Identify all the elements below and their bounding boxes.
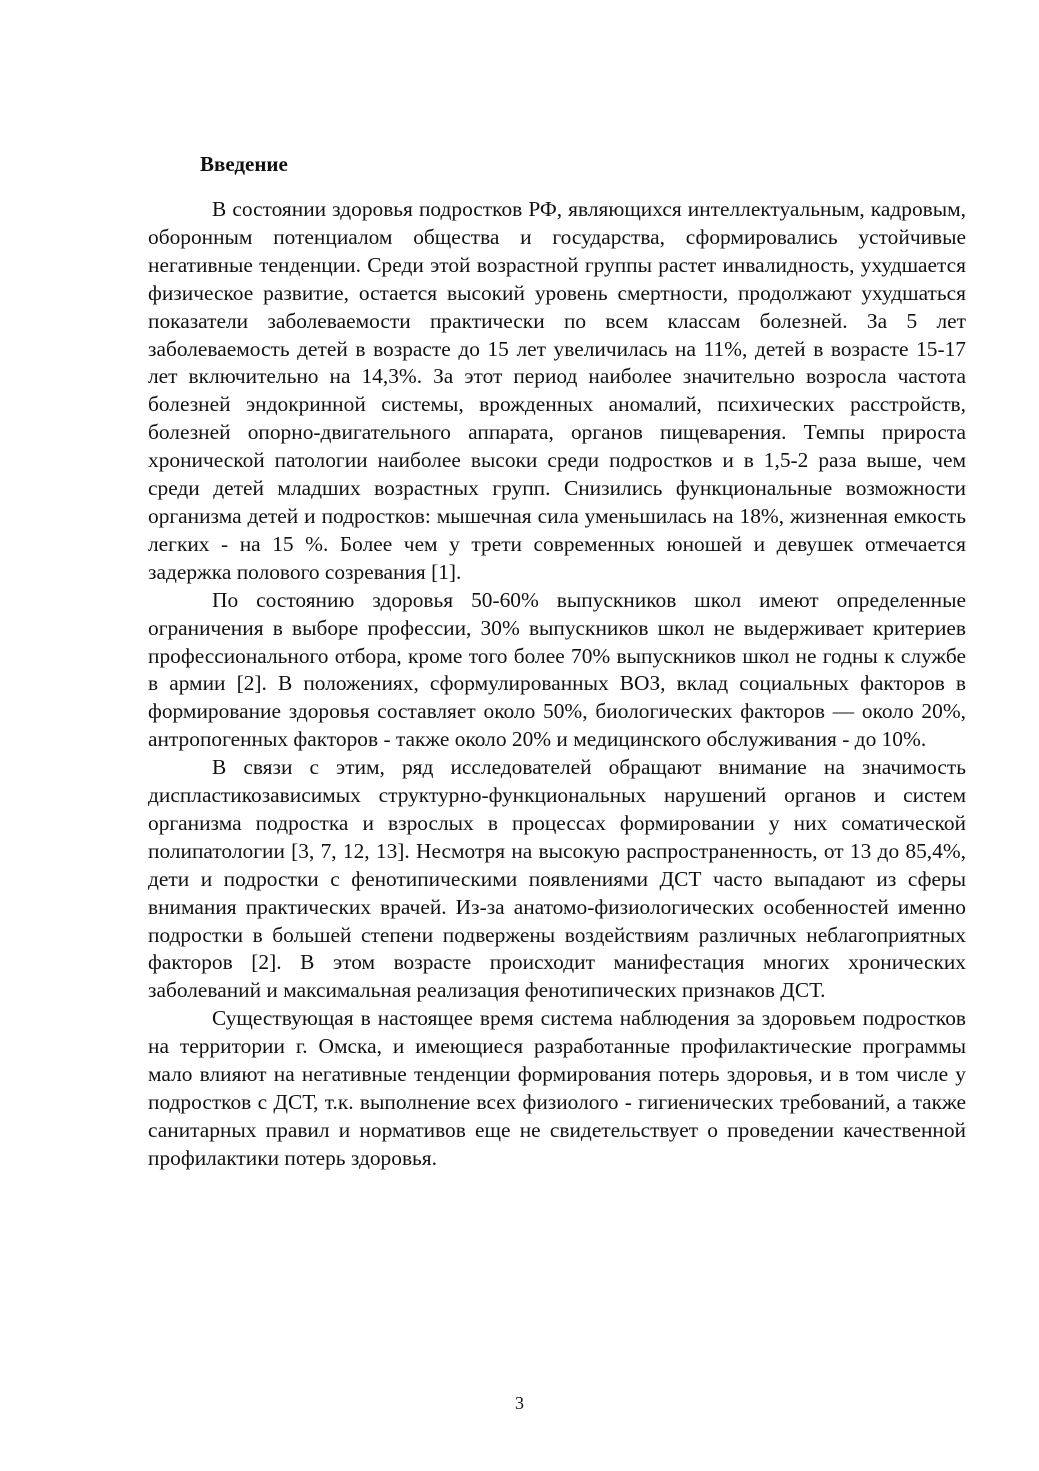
paragraph-4: Существующая в настоящее время система наблюдения за здоровьем подростков на территории г. Омска, и имеющиеся разработанные профилактические программы мало влияют на негативные тенденции формирования потерь здоровья, и в том числе у подростков с ДСТ, т.к. выполнение всех физиолого - гигиенических требований, а также санитарных правил и нормативов еще не свидетельствует о проведении качественной профилактики потерь здоровья. xyxy=(148,1006,966,1170)
page-number: 3 xyxy=(515,1393,524,1413)
body-text xyxy=(148,196,966,1173)
paragraph-3: В связи с этим, ряд исследователей обращают внимание на значимость диспластикозависимых структурно-функциональных нарушений органов и систем организма подростка и взрослых в процессах формировании у них соматической полипатологии [3, 7, 12, 13]. Несмотря на высокую распространенность, от 13 до 85,4%, дети и подростки с фенотипическими появлениями ДСТ часто выпадают из сферы внимания практических врачей. Из-за анатомо-физиологических особенностей именно подростки в большей степени подвержены воздействиям различных неблагоприятных факторов [2]. В этом возрасте происходит манифестация многих хронических заболеваний и максимальная реализация фенотипических признаков ДСТ. xyxy=(148,755,966,1003)
paragraph-1: В состоянии здоровья подростков РФ, являющихся интеллектуальным, кадровым, оборонным потенциалом общества и государства, сформировались устойчивые негативные тенденции. Среди этой возрастной группы растет инвалидность, ухудшается физическое развитие, остается высокий уровень смертности, продолжают ухудшаться показатели заболеваемости практически по всем классам болезней. За 5 лет заболеваемость детей в возрасте до 15 лет увеличилась на 11%, детей в возрасте 15-17 лет включительно на 14,3%. За этот период наиболее значительно возросла частота болезней эндокринной системы, врожденных аномалий, психических расстройств, болезней опорно-двигательного аппарата, органов пищеварения. Темпы прироста хронической патологии наиболее высоки среди подростков и в 1,5-2 раза выше, чем среди детей младших возрастных групп. Снизились функциональные возможности организма детей и подростков: мышечная сила уменьшилась на 18%, жизненная емкость легких - на 15 %. Более чем у трети современных юношей и девушек отмечается задержка полового созревания [1]. xyxy=(148,197,966,584)
section-heading: Введение xyxy=(200,152,288,176)
paragraph-2: По состоянию здоровья 50-60% выпускников школ имеют определенные ограничения в выборе профессии, 30% выпускников школ не выдерживает критериев профессионального отбора, кроме того более 70% выпускников школ не годны к службе в армии [2]. В положениях, сформулированных ВОЗ, вклад социальных факторов в формирование здоровья составляет около 50%, биологических факторов — около 20%, антропогенных факторов - также около 20% и медицинского обслуживания - до 10%. xyxy=(148,587,966,752)
